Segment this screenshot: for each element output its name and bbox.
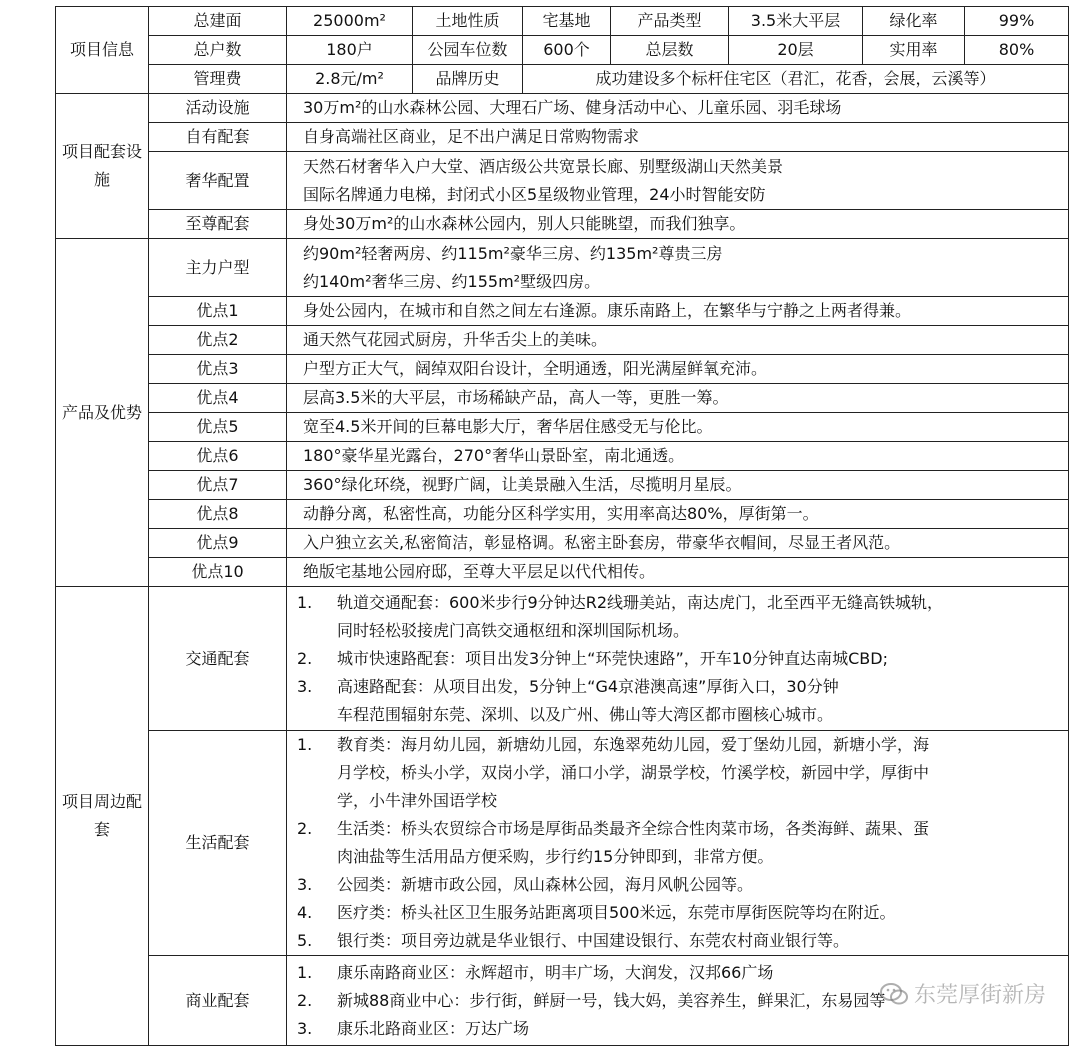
advantage-label: 优点5	[149, 413, 287, 442]
cell-value: 180户	[287, 36, 413, 65]
advantage-text: 户型方正大气，阔绰双阳台设计，全明通透，阳光满屋鲜氧充沛。	[287, 355, 1069, 384]
list-item: 4. 医疗类：桥头社区卫生服务站距离项目500米远，东莞市厚街医院等均在附近。	[297, 903, 896, 922]
text-line: 约90m²轻奢两房、约115m²豪华三房、约135m²尊贵三房	[303, 243, 723, 263]
row-label: 至尊配套	[149, 210, 287, 239]
advantage-text: 通天然气花园式厨房，升华舌尖上的美味。	[287, 326, 1069, 355]
cell-value: 99%	[965, 7, 1069, 36]
group-label: 生活配套	[149, 731, 287, 956]
cell-value: 80%	[965, 36, 1069, 65]
advantage-label: 优点2	[149, 326, 287, 355]
list-item: 2. 新城88商业中心：步行街，鲜厨一号，钱大妈，美容养生，鲜果汇，东易园等	[297, 990, 886, 1010]
cell-label: 公园车位数	[413, 36, 523, 65]
advantage-text: 绝版宅基地公园府邸，至尊大平层足以代代相传。	[287, 558, 1069, 587]
advantage-label: 优点6	[149, 442, 287, 471]
cell-label: 品牌历史	[413, 65, 523, 94]
cell-label: 总层数	[611, 36, 729, 65]
list-item: 3. 康乐北路商业区：万达广场	[297, 1018, 530, 1038]
list-item: 5. 银行类：项目旁边就是华业银行、中国建设银行、东莞农村商业银行等。	[297, 931, 850, 950]
row-text: 自身高端社区商业，足不出户满足日常购物需求	[287, 123, 1069, 152]
advantage-label: 优点9	[149, 529, 287, 558]
cell-value: 3.5米大平层	[729, 7, 863, 36]
list-item-cont: 肉油盐等生活用品方便采购，步行约15分钟即到，非常方便。	[337, 847, 774, 866]
row-label: 奢华配置	[149, 152, 287, 210]
group-label: 商业配套	[149, 956, 287, 1046]
advantage-label: 优点3	[149, 355, 287, 384]
list-item: 3. 高速路配套：从项目出发，5分钟上“G4京港澳高速”厚街入口，30分钟	[297, 676, 839, 696]
list-item: 1. 教育类：海月幼儿园，新塘幼儿园，东逸翠苑幼儿园，爱丁堡幼儿园，新塘小学，海	[297, 735, 930, 754]
list-item-cont: 车程范围辐射东莞、深圳、以及广州、佛山等大湾区都市圈核心城市。	[337, 704, 834, 724]
list-item: 2. 生活类：桥头农贸综合市场是厚街品类最齐全综合性肉菜市场，各类海鲜、蔬果、蛋	[297, 819, 930, 838]
list-item: 2. 城市快速路配套：项目出发3分钟上“环莞快速路”，开车10分钟直达南城CBD;	[297, 648, 888, 668]
cell-value: 600个	[523, 36, 611, 65]
advantage-label: 优点10	[149, 558, 287, 587]
row-label: 活动设施	[149, 94, 287, 123]
section-facilities: 项目配套设施	[56, 94, 149, 239]
row-text	[287, 239, 1069, 297]
list-item: 1. 康乐南路商业区：永辉超市，明丰广场，大润发，汉邦66广场	[297, 962, 774, 982]
cell-label: 绿化率	[863, 7, 965, 36]
row-label: 自有配套	[149, 123, 287, 152]
text-line: 天然石材奢华入户大堂、酒店级公共宽景长廊、别墅级湖山天然美景	[303, 156, 784, 176]
cell-label: 产品类型	[611, 7, 729, 36]
advantage-text: 入户独立玄关,私密简洁，彰显格调。私密主卧套房，带豪华衣帽间，尽显王者风范。	[287, 529, 1069, 558]
advantage-text: 层高3.5米的大平层，市场稀缺产品，高人一等，更胜一筹。	[287, 384, 1069, 413]
cell-label: 总户数	[149, 36, 287, 65]
list-item-cont: 学，小牛津外国语学校	[337, 791, 498, 810]
advantage-label: 优点1	[149, 297, 287, 326]
cell-value: 2.8元/m²	[287, 65, 413, 94]
cell-label: 总建面	[149, 7, 287, 36]
text-line: 约140m²奢华三房、约155m²墅级四房。	[303, 271, 601, 291]
watermark	[880, 978, 1046, 1009]
cell-value: 25000m²	[287, 7, 413, 36]
row-text	[287, 152, 1069, 210]
watermark-text: 东莞厚街新房	[913, 983, 1046, 1008]
list-item: 1. 轨道交通配套：600米步行9分钟达R2线珊美站，南达虎门，北至西平无缝高铁城轨，	[297, 592, 944, 612]
cell-value: 20层	[729, 36, 863, 65]
row-text: 30万m²的山水森林公园、大理石广场、健身活动中心、儿童乐园、羽毛球场	[287, 94, 1069, 123]
list-item-cont: 月学校，桥头小学，双岗小学，涌口小学，湖景学校，竹溪学校，新园中学，厚街中	[337, 763, 930, 782]
cell-label: 管理费	[149, 65, 287, 94]
group-list-life	[287, 731, 1069, 956]
group-label: 交通配套	[149, 587, 287, 731]
advantage-text: 180°豪华星光露台，270°奢华山景卧室，南北通透。	[287, 442, 1069, 471]
section-project-info: 项目信息	[56, 7, 149, 94]
advantage-text: 身处公园内，在城市和自然之间左右逢源。康乐南路上，在繁华与宁静之上两者得兼。	[287, 297, 1069, 326]
project-table	[55, 6, 1069, 1046]
text-line: 国际名牌通力电梯，封闭式小区5星级物业管理，24小时智能安防	[303, 184, 766, 204]
advantage-label: 优点8	[149, 500, 287, 529]
cell-value: 宅基地	[523, 7, 611, 36]
advantage-text: 宽至4.5米开间的巨幕电影大厅，奢华居住感受无与伦比。	[287, 413, 1069, 442]
group-list-traffic	[287, 587, 1069, 731]
advantage-label: 优点7	[149, 471, 287, 500]
advantage-text: 动静分离，私密性高，功能分区科学实用，实用率高达80%，厚街第一。	[287, 500, 1069, 529]
advantage-label: 优点4	[149, 384, 287, 413]
row-label: 主力户型	[149, 239, 287, 297]
section-product: 产品及优势	[56, 239, 149, 587]
cell-label: 土地性质	[413, 7, 523, 36]
wechat-icon	[880, 982, 908, 1006]
list-item: 3. 公园类：新塘市政公园，凤山森林公园，海月风帆公园等。	[297, 875, 754, 894]
section-surrounding: 项目周边配套	[56, 587, 149, 1046]
advantage-text: 360°绿化环绕，视野广阔，让美景融入生活，尽揽明月星辰。	[287, 471, 1069, 500]
list-item-cont: 同时轻松驳接虎门高铁交通枢纽和深圳国际机场。	[337, 620, 690, 640]
cell-value: 成功建设多个标杆住宅区（君汇，花香，会展，云溪等）	[523, 65, 1069, 94]
cell-label: 实用率	[863, 36, 965, 65]
row-text: 身处30万m²的山水森林公园内，别人只能眺望，而我们独享。	[287, 210, 1069, 239]
